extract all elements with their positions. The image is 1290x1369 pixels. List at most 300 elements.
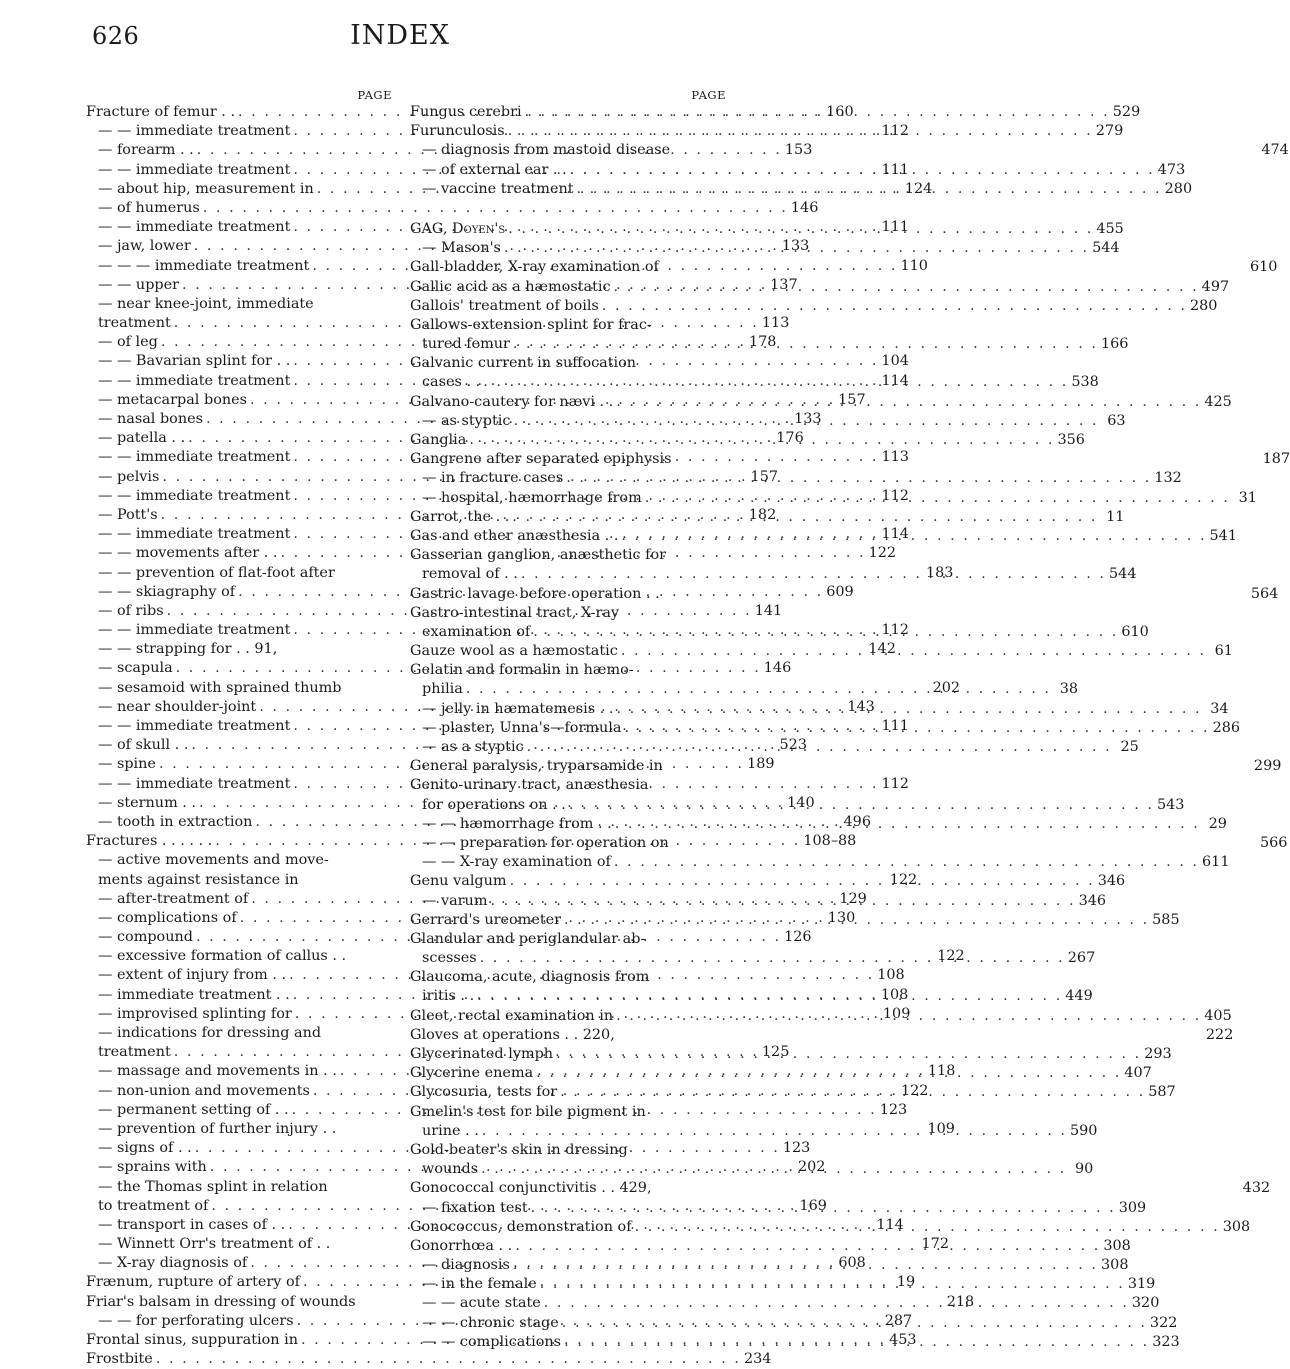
entry-page: 112: [881, 123, 909, 140]
entry-text: — transport in cases of . .: [98, 1216, 286, 1233]
entry-text: — — immediate treatment: [98, 622, 291, 639]
entry-text: — in fracture cases: [422, 470, 564, 487]
entry-text: — permanent setting of . .: [98, 1101, 289, 1118]
entry-page: 610: [1121, 623, 1149, 640]
entry-page: 34: [1210, 700, 1229, 717]
index-entry: [86, 1254, 866, 1273]
entry-page: 172: [921, 1236, 949, 1253]
entry-text: — — prevention of flat-foot after: [98, 564, 335, 581]
entry-text: — — chronic stage: [422, 1314, 559, 1331]
entry-page: 141: [754, 602, 783, 619]
entry-text: Frænum, rupture of artery of: [86, 1274, 300, 1291]
entry-page: 293: [1144, 1046, 1172, 1062]
leader-dots: [510, 1256, 1101, 1275]
entry-text: treatment: [98, 315, 171, 332]
entry-page: 529: [1112, 104, 1141, 120]
leader-dots: [566, 796, 1157, 815]
entry-page: 11: [1106, 508, 1125, 525]
entry-page: 587: [1148, 1084, 1176, 1101]
entry-text: Gastric lavage before operation . .: [410, 585, 660, 602]
leader-dots: [574, 180, 1165, 199]
entry-page: 202: [797, 1159, 826, 1176]
index-entry: [410, 297, 1218, 316]
entry-page: 564: [1250, 585, 1279, 602]
entry-text: Gauze wool as a hæmostatic: [410, 643, 618, 660]
entry-text: Gallic acid as a hæmostatic: [410, 278, 611, 295]
leader-dots: [524, 738, 1115, 757]
entry-page: 108–88: [803, 833, 857, 850]
leader-dots: [530, 623, 1121, 642]
entry-text: — the Thomas splint in relation: [98, 1178, 328, 1195]
entry-text: iritis . .: [422, 988, 475, 1005]
entry-page: 407: [1124, 1065, 1152, 1082]
index-entry: [410, 604, 726, 623]
entry-text: — vaccine treatment: [422, 180, 574, 197]
entry-text: — plaster, Unna's—formula: [422, 719, 622, 736]
entry-page: 166: [1101, 336, 1129, 353]
entry-text: — — immediate treatment: [98, 219, 291, 236]
entry-text: urine . .: [422, 1122, 479, 1139]
entry-text: — — immediate treatment: [98, 718, 291, 734]
entry-text: treatment: [98, 1044, 171, 1061]
entry-page: 279: [1095, 123, 1124, 140]
entry-page: 287: [884, 1312, 913, 1329]
entry-page: 157: [838, 391, 866, 408]
entry-page: 111: [881, 161, 909, 178]
entry-page: 320: [1131, 1295, 1160, 1312]
leader-dots: [632, 1218, 1223, 1237]
entry-text: — diagnosis: [422, 1257, 510, 1274]
index-entry: [86, 1350, 772, 1369]
entry-page: 319: [1127, 1276, 1156, 1293]
entry-text: — active movements and move-: [98, 852, 329, 869]
entry-page: 133: [781, 238, 810, 255]
entry-page: 90: [1074, 1161, 1094, 1178]
index-entry: [410, 968, 726, 987]
entry-page: 142: [868, 641, 896, 658]
entry-text: — — for perforating ulcers: [98, 1312, 294, 1329]
entry-page: 126: [784, 929, 812, 946]
index-entry: [410, 661, 726, 680]
entry-text: — sternum . .: [98, 794, 197, 811]
entry-page: 590: [1069, 1122, 1098, 1139]
entry-page: 112: [881, 622, 909, 639]
leader-dots: [518, 565, 1109, 584]
entry-text: — Mason's: [422, 240, 501, 257]
entry-text: Frostbite: [86, 1351, 153, 1368]
entry-text: — — movements after . .: [98, 545, 278, 562]
entry-text: — near knee-joint, immediate: [98, 295, 314, 312]
leader-dots: [553, 1045, 1144, 1064]
entry-page: 202: [932, 679, 961, 696]
entry-text: — — strapping for . . 91,: [98, 641, 278, 658]
entry-text: — sesamoid with sprained thumb: [98, 679, 342, 696]
entry-text: — — preparation for operation on: [422, 834, 669, 851]
entry-text: — — immediate treatment: [98, 123, 291, 140]
entry-page: 63: [1107, 412, 1126, 429]
entry-page: 544: [1092, 240, 1120, 257]
entry-page: 29: [1208, 815, 1227, 832]
entry-page: 153: [784, 142, 813, 159]
entry-text: Gmelin's test for bile pigment in: [410, 1103, 646, 1120]
leader-dots: [528, 1199, 1119, 1218]
index-entry: [410, 1026, 1234, 1045]
entry-page: 38: [1059, 681, 1078, 698]
leader-dots: [599, 297, 1190, 316]
leader-dots: [510, 335, 1101, 354]
entry-page: 323: [1152, 1333, 1180, 1350]
entry-text: Glaucoma, acute, diagnosis from: [410, 969, 650, 986]
entry-text: — diagnosis from mastoid disease: [422, 142, 671, 159]
entry-page: 143: [847, 698, 875, 715]
leader-dots: [611, 853, 1202, 872]
index-entry: [410, 1141, 726, 1160]
entry-page: 541: [1209, 527, 1237, 544]
entry-text: Friar's balsam in dressing of wounds: [86, 1293, 356, 1310]
entry-text: Gall-bladder, X-ray examination of: [410, 259, 659, 276]
index-entry: [86, 851, 392, 870]
entry-text: — of leg: [98, 334, 158, 351]
index-entry: [86, 1178, 392, 1197]
leader-dots: [477, 949, 1068, 968]
index-entry: [410, 1103, 726, 1122]
entry-text: — as styptic: [422, 412, 511, 429]
index-entry: [86, 295, 392, 314]
leader-dots: [474, 987, 1065, 1006]
entry-page: 160: [826, 104, 854, 120]
index-entry: [410, 1275, 1156, 1294]
leader-dots: [509, 508, 1100, 527]
entry-text: — — immediate treatment: [98, 487, 291, 504]
entry-page: 473: [1157, 161, 1186, 178]
entry-text: — — immediate treatment: [98, 372, 291, 389]
entry-text: — — acute state: [422, 1295, 541, 1312]
entry-text: — tooth in extraction: [98, 813, 253, 830]
entry-page: 610: [1250, 259, 1278, 276]
entry-text: — extent of injury from . .: [98, 967, 287, 984]
entry-text: Galvano-cautery for nævi . .: [410, 393, 614, 410]
entry-text: Gonorrhœa . .: [410, 1237, 513, 1254]
entry-text: Galvanic current in suffocation: [410, 355, 637, 372]
entry-text: — sprains with: [98, 1159, 207, 1176]
page-header: [0, 0, 800, 50]
leader-dots: [561, 1333, 1152, 1352]
leader-dots: [479, 1122, 1070, 1141]
entry-page: 308: [1103, 1237, 1131, 1254]
entry-text: — — complications: [422, 1333, 562, 1350]
entry-text: Ganglia: [410, 432, 467, 448]
entry-text: tured femur: [422, 336, 510, 353]
leader-dots: [621, 719, 1212, 738]
entry-text: cases . .: [422, 374, 481, 391]
entry-page: 114: [876, 1216, 904, 1233]
entry-text: — of ribs: [98, 602, 164, 619]
leader-dots: [522, 103, 1113, 122]
entry-text: — forearm . .: [98, 142, 194, 159]
entry-page: 104: [881, 353, 909, 370]
entry-page: 346: [1097, 873, 1126, 890]
entry-page: 130: [827, 909, 856, 926]
entry-page: 309: [1118, 1199, 1147, 1216]
entry-text: Genu valgum: [410, 873, 507, 890]
index-entry: [410, 1179, 1271, 1198]
entry-text: — — immediate treatment: [98, 775, 291, 792]
entry-text: — near shoulder-joint: [98, 698, 257, 715]
entry-text: wounds: [422, 1161, 479, 1178]
entry-text: — metacarpal bones: [98, 391, 248, 408]
entry-page: 123: [782, 1140, 811, 1157]
entry-page: 118: [927, 1063, 956, 1080]
leader-dots: [507, 872, 1098, 891]
entry-text: Gelatin and formalin in hæmo-: [410, 662, 634, 679]
entry-page: 114: [881, 372, 909, 389]
entry-text: — fixation test: [422, 1199, 528, 1216]
page-number: 626: [92, 22, 140, 50]
leader-dots: [559, 1314, 1150, 1333]
entry-page: 108: [877, 967, 905, 984]
entry-text: Garrot, the . .: [410, 508, 510, 525]
entry-page: 346: [1078, 892, 1107, 909]
entry-page: 405: [1204, 1007, 1232, 1024]
entry-page: 222: [1205, 1026, 1234, 1043]
entry-text: Gerrard's ureometer: [410, 911, 562, 928]
entry-text: — jelly in hæmatemesis . .: [422, 700, 614, 717]
entry-text: — varum: [422, 892, 488, 909]
entry-page: 432: [1242, 1180, 1271, 1197]
entry-page: 585: [1152, 911, 1180, 928]
entry-text: — signs of . .: [98, 1140, 192, 1157]
entry-text: — nasal bones: [98, 411, 203, 427]
entry-page: 19: [896, 1274, 916, 1291]
entry-text: Genito-urinary tract, anæsthesia: [410, 777, 649, 794]
index-entry: [410, 354, 726, 373]
entry-page: 455: [1096, 220, 1124, 237]
entry-page: 611: [1202, 854, 1230, 871]
entry-page: 108: [880, 986, 909, 1003]
entry-text: — Winnett Orr's treatment of . .: [98, 1236, 331, 1253]
entry-page: 112: [881, 487, 909, 504]
entry-text: General paralysis, tryparsamide in: [410, 758, 663, 775]
entry-text: — — immediate treatment: [98, 449, 291, 466]
entry-text: Gloves at operations . . 220,: [410, 1026, 615, 1043]
entry-text: — patella . .: [98, 430, 186, 447]
entry-page: 123: [879, 1101, 908, 1118]
leader-dots: [613, 393, 1204, 412]
entry-text: — — — immediate treatment: [98, 257, 310, 274]
entry-page: 182: [748, 506, 777, 523]
index-entry: [410, 776, 726, 795]
index-entry: [86, 199, 819, 218]
leader-dots: [618, 527, 1209, 546]
entry-text: — scapula: [98, 660, 173, 677]
leader-dots: [618, 642, 1209, 661]
leader-dots: [463, 680, 1054, 699]
entry-text: Glycerinated lymph: [410, 1046, 554, 1062]
entry-text: Glycosuria, tests for: [410, 1084, 558, 1101]
entry-text: — improvised splinting for: [98, 1005, 292, 1022]
leader-dots: [563, 469, 1154, 488]
entry-text: — in the female: [422, 1276, 537, 1293]
leader-dots: [561, 911, 1152, 930]
index-entry: [410, 316, 726, 335]
entry-page: 31: [1238, 489, 1257, 506]
leader-dots: [611, 278, 1202, 297]
entry-page: 122: [901, 1082, 929, 1099]
leader-dots: [478, 1160, 1069, 1179]
entry-text: Gastro-intestinal tract, X-ray: [410, 604, 620, 621]
entry-text: — — immediate treatment: [98, 161, 291, 178]
entry-text: — as a styptic: [422, 739, 524, 755]
entry-page: 474: [1261, 142, 1289, 159]
entry-page: 122: [937, 948, 965, 965]
entry-page: 122: [889, 871, 918, 888]
entry-text: — about hip, measurement in: [98, 180, 314, 197]
entry-page: 146: [790, 199, 819, 216]
entry-text: — non-union and movements: [98, 1082, 310, 1099]
entry-page: 497: [1201, 278, 1230, 295]
entry-text: Frontal sinus, suppuration in: [86, 1332, 298, 1348]
index-entry: [410, 546, 726, 565]
entry-page: 61: [1214, 643, 1233, 660]
entry-text: — after-treatment of: [98, 890, 249, 907]
entry-page: 356: [1057, 432, 1085, 448]
entry-page: 538: [1071, 374, 1099, 391]
entry-page: 178: [749, 334, 777, 351]
entry-page: 425: [1204, 393, 1232, 410]
entry-text: — of skull . .: [98, 737, 189, 754]
entry-page: 146: [763, 660, 792, 677]
leader-dots: [487, 892, 1078, 911]
entry-page: 187: [1262, 451, 1290, 468]
entry-text: — jaw, lower: [98, 238, 191, 255]
entry-text: examination of: [422, 623, 531, 640]
entry-page: 308: [1222, 1218, 1251, 1235]
entry-text: Glandular and periglandular ab-: [410, 930, 646, 947]
entry-text: — — Bavarian splint for . .: [98, 353, 291, 370]
entry-page: 308: [1101, 1257, 1129, 1274]
entry-text: — massage and movements in . .: [98, 1063, 337, 1080]
entry-page: 189: [747, 756, 775, 773]
entry-text: Furunculosis: [410, 123, 505, 140]
entry-text: to treatment of: [98, 1197, 209, 1214]
entry-page: 111: [881, 718, 909, 734]
entry-text: GAG, Doyen's: [410, 220, 506, 237]
entry-text: Gas and ether anæsthesia . .: [410, 527, 619, 544]
leader-dots: [533, 1064, 1124, 1083]
entry-text: — spine: [98, 756, 156, 773]
entry-text: for operations on . .: [422, 796, 566, 813]
index-entry: [410, 853, 1230, 872]
entry-page: 566: [1259, 834, 1288, 851]
index-entry: [86, 1024, 392, 1043]
entry-page: 286: [1212, 719, 1241, 736]
leader-dots: [537, 1275, 1128, 1294]
leader-dots: [153, 1350, 744, 1369]
entry-page: 449: [1065, 988, 1093, 1005]
entry-text: — excessive formation of callus . .: [98, 948, 347, 965]
entry-page: 280: [1189, 297, 1218, 314]
leader-dots: [612, 815, 1203, 834]
entry-page: 129: [839, 890, 867, 907]
entry-text: — of external ear . .: [422, 161, 567, 178]
entry-page: 125: [761, 1044, 790, 1061]
entry-text: Gonococcal conjunctivitis . . 429,: [410, 1180, 652, 1197]
leader-dots: [501, 239, 1092, 258]
entry-text: — of humerus: [98, 199, 200, 216]
entry-text: Gold-beater's skin in dressing: [410, 1141, 628, 1158]
entry-page: 113: [881, 449, 909, 466]
entry-text: — — skiagraphy of: [98, 583, 236, 600]
leader-dots: [510, 412, 1101, 431]
entry-text: — pelvis: [98, 468, 160, 485]
entry-text: — prevention of further injury . .: [98, 1120, 337, 1137]
entry-page: 280: [1164, 180, 1193, 197]
leader-dots: [512, 1237, 1103, 1256]
entry-text: ments against resistance in: [98, 871, 299, 888]
entry-text: Fungus cerebri: [410, 104, 522, 120]
entry-page: 218: [946, 1293, 975, 1310]
leader-dots: [466, 431, 1057, 450]
entry-page: 169: [799, 1197, 827, 1214]
leader-dots: [480, 373, 1071, 392]
entry-page: 132: [1154, 470, 1182, 487]
page-column-label: PAGE: [691, 88, 726, 102]
entry-page: 544: [1109, 566, 1137, 583]
entry-page: 234: [743, 1351, 772, 1368]
entry-page: 109: [882, 1005, 911, 1022]
entry-page: 609: [826, 583, 854, 600]
entry-page: 322: [1149, 1314, 1178, 1331]
entry-text: Fractures . . . . . .: [86, 833, 213, 850]
entry-text: Gasserian ganglion, anæsthetic for: [410, 547, 667, 564]
leader-dots: [505, 220, 1096, 239]
leader-dots: [541, 1294, 1132, 1313]
index-entry: [410, 930, 726, 949]
entry-text: — X-ray diagnosis of: [98, 1255, 248, 1272]
entry-text: removal of . .: [422, 566, 518, 583]
entry-page: 113: [761, 315, 790, 332]
entry-page: 299: [1253, 758, 1282, 775]
entry-text: — — hæmorrhage from . .: [422, 815, 612, 832]
leader-dots: [557, 1083, 1148, 1102]
entry-text: — immediate treatment . .: [98, 986, 290, 1003]
entry-page: 608: [838, 1255, 866, 1272]
entry-page: 267: [1067, 950, 1096, 967]
entry-text: scesses: [422, 950, 477, 967]
entry-page: 137: [770, 276, 798, 293]
entry-text: Gallows-extension splint for frac-: [410, 316, 652, 333]
entry-text: — complications of: [98, 909, 237, 926]
entry-text: Glycerine enema: [410, 1065, 534, 1082]
leader-dots: [642, 489, 1233, 508]
entry-text: Gangrene after separated epiphysis: [410, 451, 672, 468]
entry-page: 114: [881, 526, 909, 543]
entry-text: — indications for dressing and: [98, 1025, 322, 1041]
entry-text: — — immediate treatment: [98, 526, 291, 543]
entry-page: 124: [904, 180, 933, 197]
entry-text: Gonococcus, demonstration of: [410, 1218, 632, 1235]
entry-text: Gallois' treatment of boils: [410, 297, 599, 314]
entry-page: 176: [776, 430, 804, 447]
entry-text: Gleet, rectal examination in: [410, 1007, 614, 1024]
section-gap: [410, 199, 726, 220]
entry-page: 140: [787, 794, 815, 811]
entry-page: 523: [779, 737, 807, 754]
leader-dots: [613, 1007, 1204, 1026]
entry-page: 133: [794, 411, 822, 427]
entry-text: — hospital, hæmorrhage from: [422, 489, 642, 506]
entry-text: — — upper: [98, 276, 180, 293]
